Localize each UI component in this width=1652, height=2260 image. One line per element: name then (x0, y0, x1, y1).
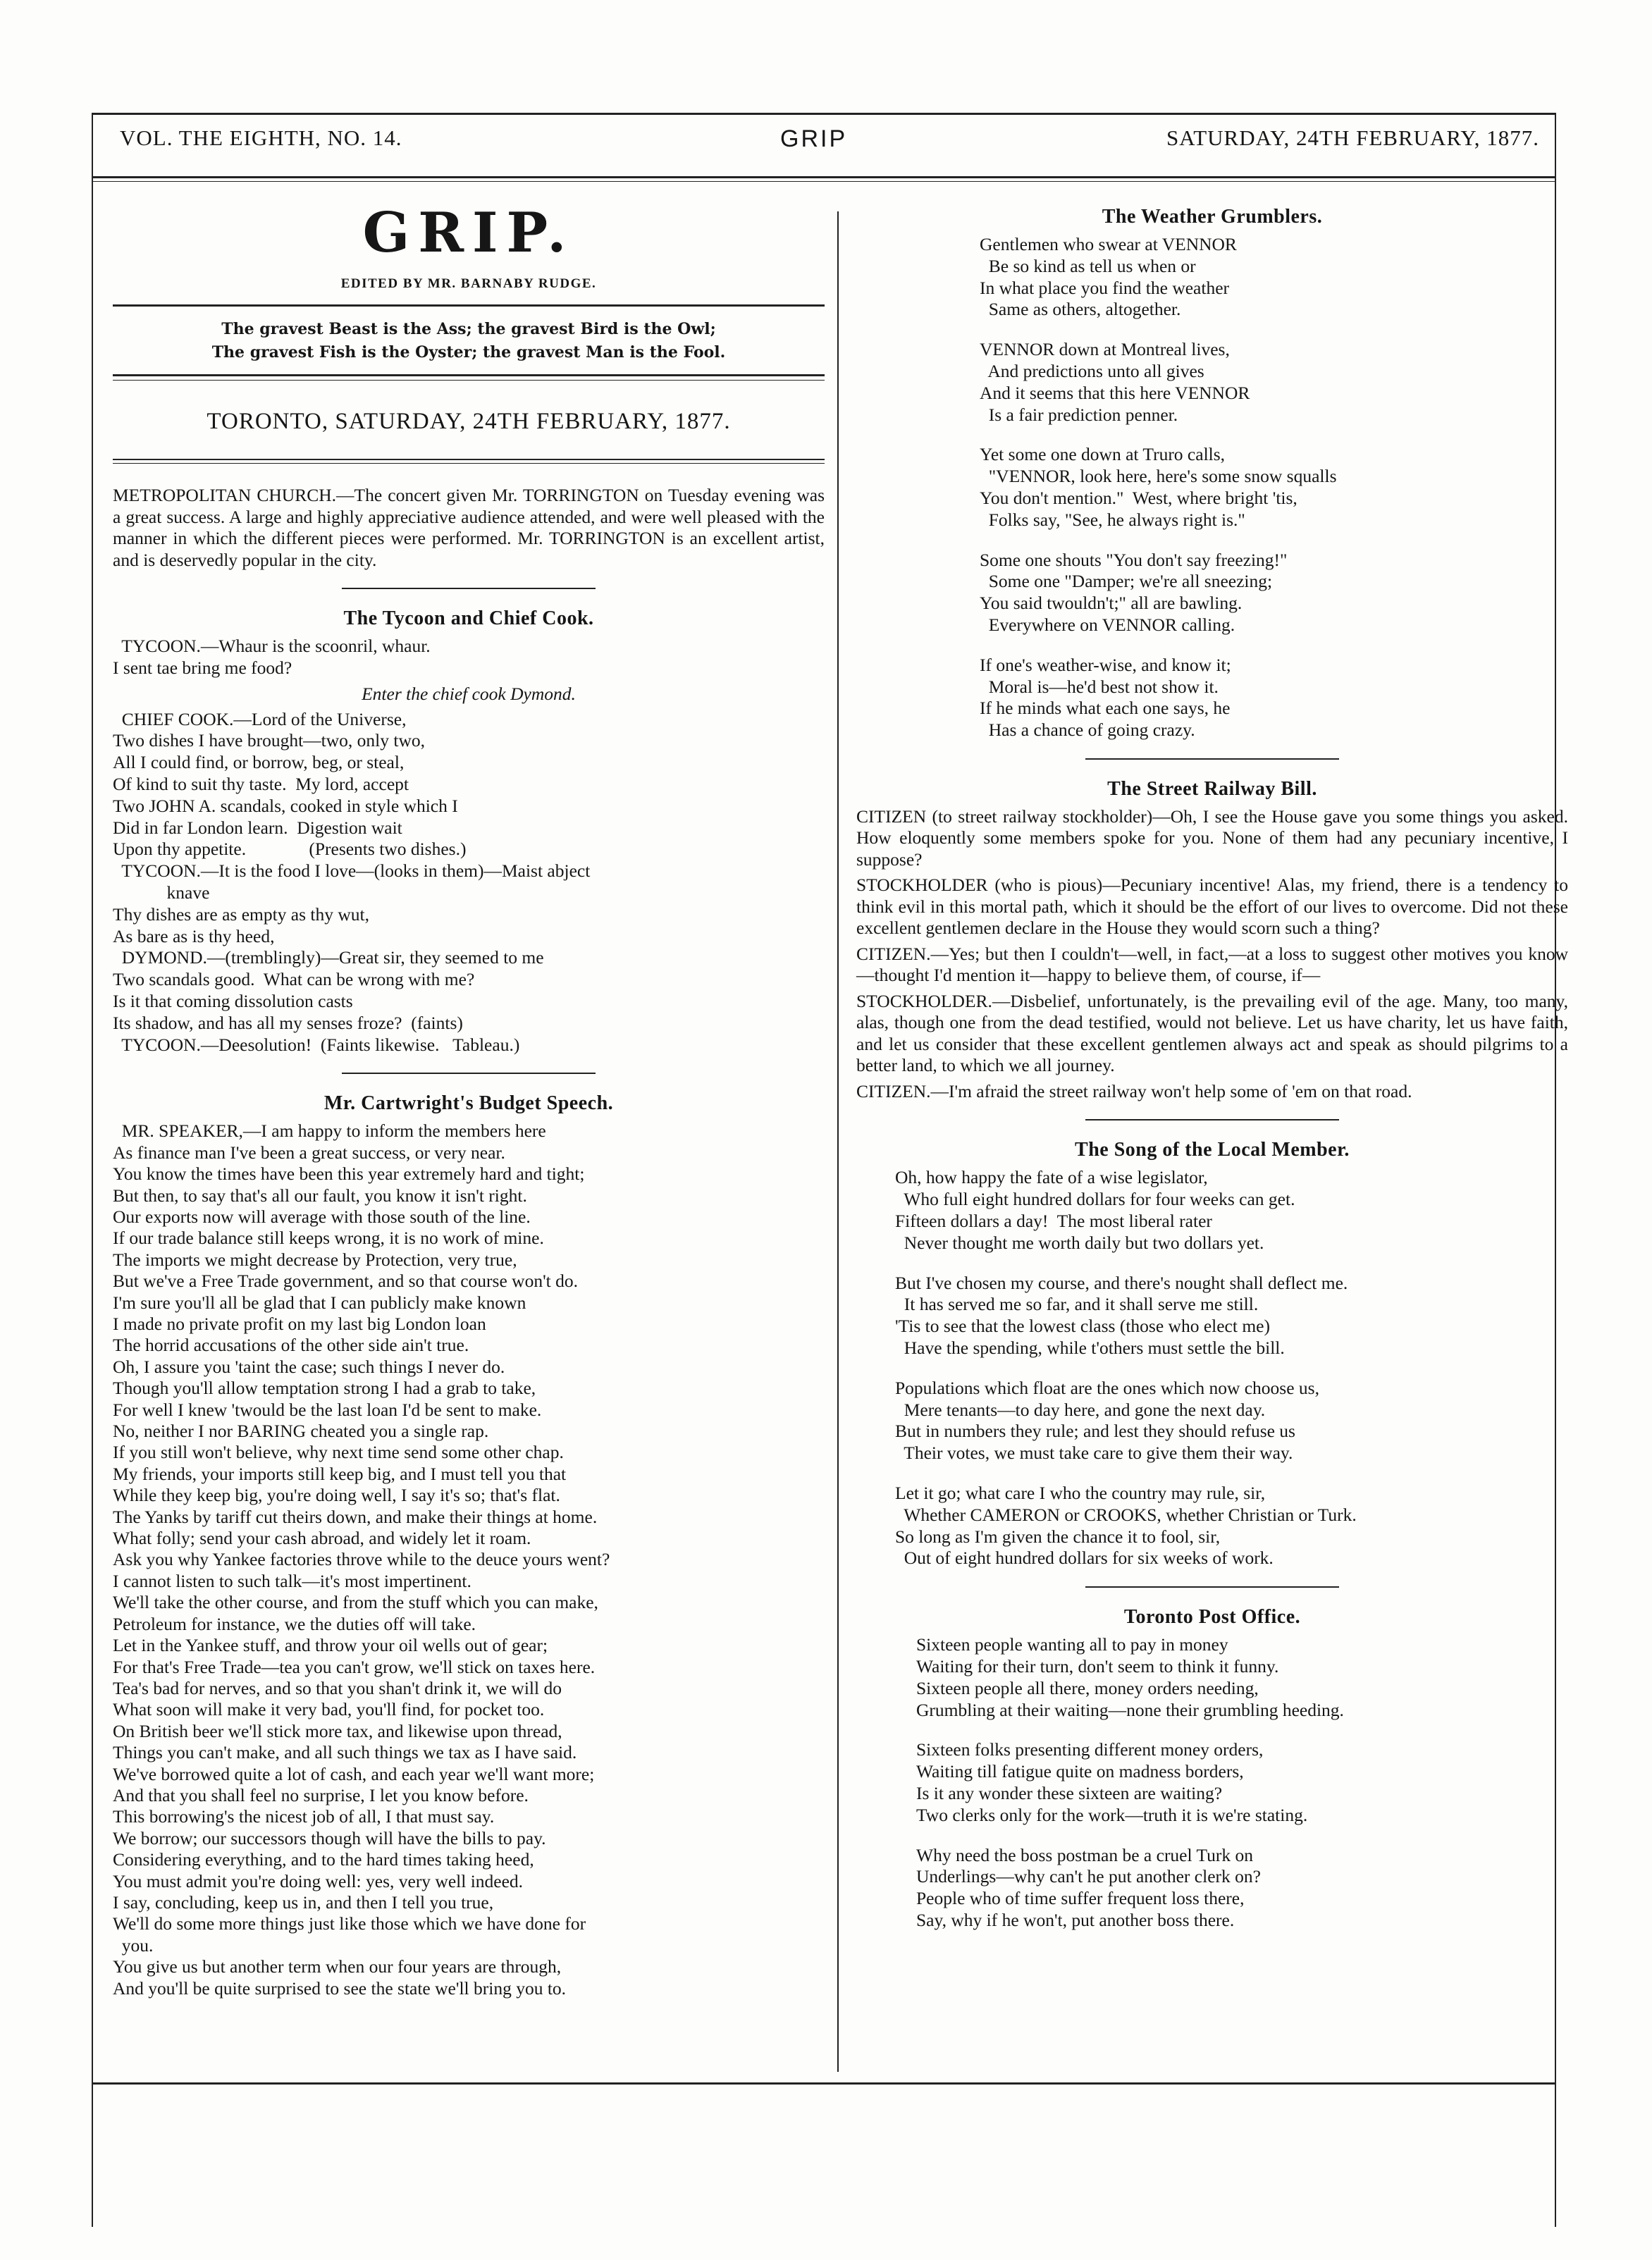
budget-speech-heading: Mr. Cartwright's Budget Speech. (323, 1092, 614, 1115)
section-rule (1085, 1586, 1339, 1588)
metropolitan-church-item: METROPOLITAN CHURCH.—The concert given Mr. TORRINGTON on Tuesday evening was a great success. A large and highly appreciative audience attended, and were well pleased with the manner in which the different pieces were performed. Mr. TORRINGTON is an excellent artist, and is deservedly popular in the city. (113, 485, 825, 570)
weather-stanza: If one's weather-wise, and know it; Moral is—he'd best not show it. If he minds what each one says, he Has a chance of going crazy. (980, 654, 1231, 741)
weather-stanza: Some one shouts "You don't say freezing!" Some one "Damper; we're all sneezing; You said twouldn't;" all are bawling. Everywhere on VENNOR calling. (980, 549, 1288, 635)
local-member-stanza: Populations which float are the ones which now choose us, Mere tenants—to day here, and gone the next day. But in numbers they rule; and lest they should refuse us Their votes, we must take care to give them their way. (895, 1377, 1319, 1464)
masthead-title: GRIP. (362, 201, 575, 265)
post-office-heading: Toronto Post Office. (1123, 1606, 1301, 1629)
right-column (856, 206, 1568, 1932)
weather-grumblers-heading: The Weather Grumblers. (1102, 206, 1323, 228)
budget-speech-body: MR. SPEAKER,—I am happy to inform the members here As finance man I've been a great success, or very near. You know the times have been this year extremely hard and tight; But then, to say that's all our fault, you know it isn't right. Our exports now will average with those south of the line. If our trade balance still keeps wrong, it is no work of mine. The imports we might decrease by Protection, very true, But we've a Free Trade government, and so that course won't do. I'm sure you'll all be glad that I can publicly make known I made no private profit on my last big London loan The horrid accusations of the other side ain't true. Oh, I assure you 'taint the case; such things I never do. Though you'll allow temptation strong I had a grab to take, For well I knew 'twould be the last loan I'd be sent to make. No, neither I nor BARING cheated you a single rap. If you still won't believe, why next time send some other chap. My friends, your imports still keep big, and I must tell you that While they keep big, you're doing well, I say it's so; that's flat. The Yanks by tariff cut theirs down, and make their things at home. What folly; send your cash abroad, and widely let it roam. Ask you why Yankee factories throve while to the deuce yours went? I cannot listen to such talk—it's most impertinent. We'll take the other course, and from the stuff which you can make, Petroleum for instance, we the duties off will take. Let in the Yankee stuff, and throw your oil wells out of gear; For that's Free Trade—tea you can't grow, we'll stick on taxes here. Tea's bad for nerves, and so that you shan't drink it, we will do What soon will make it very bad, you'll find, for pocket too. On British beer we'll stick more tax, and likewise upon thread, Things you can't make, and all such things we tax as I have said. We've borrowed quite a lot of cash, and each year we'll want more; And that you shall feel no surprise, I let you know before. This borrowing's the nicest job of all, I that must say. We borrow; our successors though will have the bills to pay. Considering everything, and to the hard times taking heed, You must admit you're doing well: yes, very well indeed. I say, concluding, keep us in, and then I tell you true, We'll do some more things just like those which we have done for you. You give us but another term when our four years are through, And you'll be quite surprised to see the state we'll bring you to. (113, 1120, 610, 1999)
dateline: TORONTO, SATURDAY, 24TH FEBRUARY, 1877. (207, 409, 731, 434)
frame-top-rule (92, 113, 1556, 115)
column-divider (837, 211, 839, 2072)
tycoon-part-2: CHIEF COOK.—Lord of the Universe, Two dishes I have brought—two, only two, All I could find, or borrow, beg, or steal, Of kind to suit thy taste. My lord, accept Two JOHN A. scandals, cooked in style which I Did in far London learn. Digestion wait Upon thy appetite. (Presents two dishes.) TYCOON.—It is the food I love—(looks in them)—Maist abject knave Thy dishes are as empty as thy wut, As bare as is thy heed, DYMOND.—(tremblingly)—Great sir, they seemed to me Two scandals good. What can be wrong with me? Is it that coming dissolution casts Its shadow, and has all my senses froze? (faints) TYCOON.—Deesolution! (Faints likewise. Tableau.) (113, 708, 591, 1055)
tycoon-heading: The Tycoon and Chief Cook. (343, 607, 594, 629)
weather-stanza: Yet some one down at Truro calls, "VENNOR, look here, here's some snow squalls You don't mention." West, where bright 'tis, Folks say, "See, he always right is." (980, 444, 1337, 530)
weather-stanza: VENNOR down at Montreal lives, And predictions unto all gives And it seems that this here VENNOR Is a fair prediction penner. (980, 339, 1250, 425)
local-member-stanza: Let it go; what care I who the country may rule, sir, Whether CAMERON or CROOKS, whether Christian or Turk. So long as I'm given the chance it to fool, sir, Out of eight hundred dollars for six weeks of work. (895, 1483, 1357, 1569)
running-title: GRIP (780, 125, 848, 152)
local-member-stanza: Oh, how happy the fate of a wise legislator, Who full eight hundred dollars for four weeks can get. Fifteen dollars a day! The most liberal rater Never thought me worth daily but two dollars yet. (895, 1167, 1295, 1253)
post-office-stanza: Sixteen folks presenting different money orders, Waiting till fatigue quite on madness borders, Is it any wonder these sixteen are waiting? Two clerks only for the work—truth it is we're stating. (916, 1739, 1308, 1825)
tycoon-stage-direction: Enter the chief cook Dymond. (362, 683, 576, 704)
post-office-stanza: Sixteen people wanting all to pay in money Waiting for their turn, don't seem to think it funny. Sixteen people all there, money orders needing, Grumbling at their waiting—none their grumbling heeding. (916, 1634, 1344, 1720)
motto-rule (113, 374, 825, 381)
weather-stanza: Gentlemen who swear at VENNOR Be so kind as tell us when or In what place you find the weather Same as others, altogether. (980, 234, 1237, 320)
section-rule (342, 588, 596, 589)
frame-left-rule (92, 113, 93, 2227)
post-office-stanza: Why need the boss postman be a cruel Turk on Underlings—why can't he put another clerk on? People who of time suffer frequent loss there, Say, why if he won't, put another boss there. (916, 1844, 1261, 1930)
dateline-rule (113, 459, 825, 464)
street-railway-heading: The Street Railway Bill. (1107, 777, 1317, 800)
tycoon-part-1: TYCOON.—Whaur is the scoonril, whaur. I sent tae bring me food? (113, 636, 431, 678)
header-bottom-rule (92, 176, 1556, 178)
motto-line-2: The gravest Fish is the Oyster; the gravest Man is the Fool. (211, 343, 726, 362)
motto (113, 318, 825, 364)
railway-dialogue: CITIZEN.—Yes; but then I couldn't—well, in fact,—at a loss to suggest other motives you know—thought I'd mention it—happy to believe them, of course, if— (856, 943, 1568, 986)
section-rule (342, 1073, 596, 1074)
railway-dialogue: STOCKHOLDER.—Disbelief, unfortunately, is the prevailing evil of the age. Many, too many, alas, though one from the dead testified, would not believe. Let us have charity, let us have faith, and let us consider that these excellent gentlemen always act and speak as should pilgrims to a better land, to which we all journey. (856, 990, 1568, 1076)
railway-dialogue: STOCKHOLDER (who is pious)—Pecuniary incentive! Alas, my friend, there is a tendency to think evil in this mortal path, which it should be the effort of our lives to overcome. Did not these excellent gentlemen declare in the House they would scorn such a thing? (856, 875, 1568, 939)
editor-line: EDITED BY MR. BARNABY RUDGE. (340, 276, 597, 291)
railway-dialogue: CITIZEN (to street railway stockholder)—Oh, I see the House gave you some things you asked. How eloquently some members spoke for you. None of them had any pecuniary incentive, I suppose? (856, 805, 1568, 870)
frame-bottom-rule (92, 2082, 1556, 2085)
local-member-heading: The Song of the Local Member. (1075, 1139, 1350, 1161)
section-rule (1085, 1119, 1339, 1120)
motto-line-1: The gravest Beast is the Ass; the gravest Bird is the Owl; (221, 320, 716, 338)
local-member-stanza: But I've chosen my course, and there's nought shall deflect me. It has served me so far, and it shall serve me still. 'Tis to see that the lowest class (those who elect me) Have the spending, while t'others must settle the bill. (895, 1272, 1348, 1359)
issue-date: SATURDAY, 24TH FEBRUARY, 1877. (1166, 125, 1539, 150)
header-bottom-rule-thin (92, 181, 1556, 182)
masthead-rule (113, 304, 825, 307)
left-column (113, 201, 825, 1999)
section-rule (1085, 758, 1339, 760)
volume-number: VOL. THE EIGHTH, NO. 14. (120, 125, 402, 150)
railway-dialogue: CITIZEN.—I'm afraid the street railway won't help some of 'em on that road. (856, 1080, 1412, 1101)
